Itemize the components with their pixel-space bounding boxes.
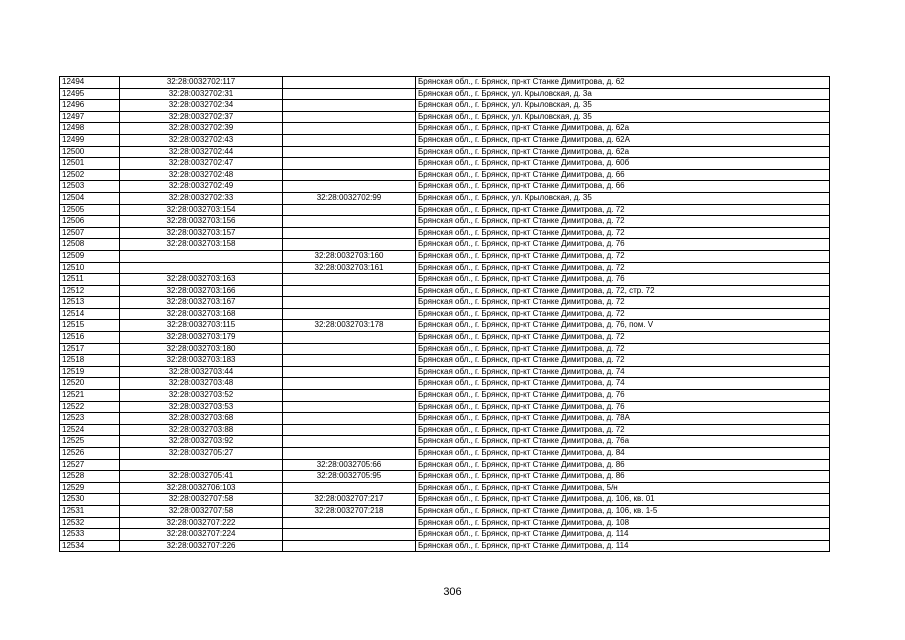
table-row [60, 540, 830, 552]
row-number-cell: 12534 [60, 540, 120, 552]
row-number-cell: 12531 [60, 505, 120, 517]
table-row [60, 390, 830, 402]
linked-cadastral-number-cell [283, 239, 416, 251]
cadastral-number-cell: 32:28:0032703:179 [120, 332, 283, 344]
address-cell: Брянская обл., г. Брянск, пр-кт Станке Димитрова, 5/н [416, 482, 830, 494]
cadastral-number-cell: 32:28:0032702:37 [120, 111, 283, 123]
table-row [60, 123, 830, 135]
table-row [60, 274, 830, 286]
row-number-cell: 12518 [60, 355, 120, 367]
row-number-cell: 12506 [60, 216, 120, 228]
row-number-cell: 12494 [60, 77, 120, 89]
address-cell: Брянская обл., г. Брянск, пр-кт Станке Димитрова, д. 84 [416, 448, 830, 460]
row-number-cell: 12515 [60, 320, 120, 332]
linked-cadastral-number-cell [283, 482, 416, 494]
address-cell: Брянская обл., г. Брянск, пр-кт Станке Димитрова, д. 72 [416, 204, 830, 216]
address-cell: Брянская обл., г. Брянск, пр-кт Станке Димитрова, д. 114 [416, 540, 830, 552]
row-number-cell: 12502 [60, 169, 120, 181]
table-row [60, 77, 830, 89]
table-row [60, 100, 830, 112]
cadastral-number-cell: 32:28:0032703:167 [120, 297, 283, 309]
table-row [60, 134, 830, 146]
address-cell: Брянская обл., г. Брянск, пр-кт Станке Димитрова, д. 72 [416, 262, 830, 274]
address-cell: Брянская обл., г. Брянск, пр-кт Станке Димитрова, д. 108 [416, 517, 830, 529]
address-cell: Брянская обл., г. Брянск, пр-кт Станке Димитрова, д. 60б [416, 158, 830, 170]
cadastral-number-cell: 32:28:0032703:48 [120, 378, 283, 390]
linked-cadastral-number-cell [283, 111, 416, 123]
linked-cadastral-number-cell: 32:28:0032702:99 [283, 192, 416, 204]
row-number-cell: 12530 [60, 494, 120, 506]
linked-cadastral-number-cell [283, 448, 416, 460]
table-row [60, 111, 830, 123]
table-row [60, 517, 830, 529]
cadastral-number-cell: 32:28:0032703:158 [120, 239, 283, 251]
cadastral-number-cell: 32:28:0032703:183 [120, 355, 283, 367]
row-number-cell: 12501 [60, 158, 120, 170]
row-number-cell: 12527 [60, 459, 120, 471]
linked-cadastral-number-cell [283, 77, 416, 89]
linked-cadastral-number-cell [283, 88, 416, 100]
linked-cadastral-number-cell [283, 378, 416, 390]
row-number-cell: 12511 [60, 274, 120, 286]
linked-cadastral-number-cell: 32:28:0032705:95 [283, 471, 416, 483]
cadastral-number-cell: 32:28:0032707:222 [120, 517, 283, 529]
table-row [60, 436, 830, 448]
linked-cadastral-number-cell [283, 355, 416, 367]
linked-cadastral-number-cell: 32:28:0032707:218 [283, 505, 416, 517]
cadastral-number-cell: 32:28:0032703:92 [120, 436, 283, 448]
table-row [60, 262, 830, 274]
linked-cadastral-number-cell [283, 390, 416, 402]
address-cell: Брянская обл., г. Брянск, ул. Крыловская, д. 35 [416, 111, 830, 123]
table-row [60, 459, 830, 471]
address-cell: Брянская обл., г. Брянск, пр-кт Станке Димитрова, д. 72 [416, 424, 830, 436]
address-cell: Брянская обл., г. Брянск, пр-кт Станке Димитрова, д. 106, кв. 1-5 [416, 505, 830, 517]
page-number: 306 [443, 586, 462, 598]
row-number-cell: 12510 [60, 262, 120, 274]
linked-cadastral-number-cell [283, 343, 416, 355]
address-cell: Брянская обл., г. Брянск, пр-кт Станке Димитрова, д. 62А [416, 134, 830, 146]
table-row [60, 204, 830, 216]
row-number-cell: 12522 [60, 401, 120, 413]
cadastral-number-cell: 32:28:0032703:168 [120, 308, 283, 320]
address-cell: Брянская обл., г. Брянск, пр-кт Станке Димитрова, д. 72 [416, 216, 830, 228]
table-row [60, 250, 830, 262]
table-row [60, 355, 830, 367]
cadastral-number-cell: 32:28:0032703:163 [120, 274, 283, 286]
table-row [60, 343, 830, 355]
linked-cadastral-number-cell [283, 100, 416, 112]
table-row [60, 424, 830, 436]
table-row [60, 471, 830, 483]
linked-cadastral-number-cell [283, 146, 416, 158]
cadastral-number-cell: 32:28:0032703:44 [120, 366, 283, 378]
table-row [60, 158, 830, 170]
table-row [60, 505, 830, 517]
address-cell: Брянская обл., г. Брянск, пр-кт Станке Димитрова, д. 74 [416, 366, 830, 378]
cadastral-number-cell: 32:28:0032702:34 [120, 100, 283, 112]
row-number-cell: 12512 [60, 285, 120, 297]
row-number-cell: 12495 [60, 88, 120, 100]
cadastral-number-cell: 32:28:0032702:47 [120, 158, 283, 170]
registry-table-body [60, 77, 830, 552]
row-number-cell: 12533 [60, 529, 120, 541]
row-number-cell: 12525 [60, 436, 120, 448]
row-number-cell: 12514 [60, 308, 120, 320]
cadastral-number-cell: 32:28:0032703:88 [120, 424, 283, 436]
table-row [60, 482, 830, 494]
linked-cadastral-number-cell [283, 436, 416, 448]
cadastral-number-cell: 32:28:0032703:157 [120, 227, 283, 239]
address-cell: Брянская обл., г. Брянск, пр-кт Станке Димитрова, д. 66 [416, 169, 830, 181]
cadastral-number-cell: 32:28:0032703:156 [120, 216, 283, 228]
address-cell: Брянская обл., г. Брянск, пр-кт Станке Димитрова, д. 72 [416, 343, 830, 355]
row-number-cell: 12529 [60, 482, 120, 494]
table-row [60, 239, 830, 251]
row-number-cell: 12505 [60, 204, 120, 216]
table-row [60, 494, 830, 506]
cadastral-number-cell: 32:28:0032707:58 [120, 494, 283, 506]
linked-cadastral-number-cell [283, 529, 416, 541]
linked-cadastral-number-cell [283, 274, 416, 286]
address-cell: Брянская обл., г. Брянск, пр-кт Станке Димитрова, д. 72 [416, 308, 830, 320]
linked-cadastral-number-cell [283, 308, 416, 320]
row-number-cell: 12496 [60, 100, 120, 112]
table-row [60, 88, 830, 100]
row-number-cell: 12513 [60, 297, 120, 309]
row-number-cell: 12509 [60, 250, 120, 262]
table-row [60, 413, 830, 425]
address-cell: Брянская обл., г. Брянск, пр-кт Станке Димитрова, д. 86 [416, 471, 830, 483]
cadastral-number-cell: 32:28:0032707:224 [120, 529, 283, 541]
table-row [60, 308, 830, 320]
linked-cadastral-number-cell [283, 297, 416, 309]
cadastral-number-cell: 32:28:0032703:52 [120, 390, 283, 402]
linked-cadastral-number-cell [283, 332, 416, 344]
linked-cadastral-number-cell [283, 401, 416, 413]
address-cell: Брянская обл., г. Брянск, пр-кт Станке Димитрова, д. 76 [416, 401, 830, 413]
row-number-cell: 12516 [60, 332, 120, 344]
linked-cadastral-number-cell: 32:28:0032703:160 [283, 250, 416, 262]
table-row [60, 227, 830, 239]
table-row [60, 332, 830, 344]
cadastral-number-cell: 32:28:0032702:43 [120, 134, 283, 146]
address-cell: Брянская обл., г. Брянск, пр-кт Станке Димитрова, д. 62а [416, 123, 830, 135]
row-number-cell: 12500 [60, 146, 120, 158]
row-number-cell: 12524 [60, 424, 120, 436]
table-row [60, 181, 830, 193]
address-cell: Брянская обл., г. Брянск, пр-кт Станке Димитрова, д. 106, кв. 01 [416, 494, 830, 506]
linked-cadastral-number-cell [283, 216, 416, 228]
cadastral-number-cell: 32:28:0032703:166 [120, 285, 283, 297]
linked-cadastral-number-cell [283, 158, 416, 170]
table-row [60, 448, 830, 460]
cadastral-number-cell: 32:28:0032703:68 [120, 413, 283, 425]
linked-cadastral-number-cell [283, 540, 416, 552]
row-number-cell: 12523 [60, 413, 120, 425]
cadastral-number-cell: 32:28:0032702:44 [120, 146, 283, 158]
row-number-cell: 12508 [60, 239, 120, 251]
row-number-cell: 12520 [60, 378, 120, 390]
cadastral-number-cell: 32:28:0032702:39 [120, 123, 283, 135]
address-cell: Брянская обл., г. Брянск, пр-кт Станке Димитрова, д. 86 [416, 459, 830, 471]
table-row [60, 378, 830, 390]
linked-cadastral-number-cell: 32:28:0032703:178 [283, 320, 416, 332]
linked-cadastral-number-cell [283, 134, 416, 146]
linked-cadastral-number-cell [283, 424, 416, 436]
row-number-cell: 12504 [60, 192, 120, 204]
row-number-cell: 12517 [60, 343, 120, 355]
row-number-cell: 12532 [60, 517, 120, 529]
linked-cadastral-number-cell [283, 227, 416, 239]
table-row [60, 169, 830, 181]
cadastral-number-cell: 32:28:0032702:117 [120, 77, 283, 89]
address-cell: Брянская обл., г. Брянск, пр-кт Станке Димитрова, д. 76, пом. V [416, 320, 830, 332]
address-cell: Брянская обл., г. Брянск, пр-кт Станке Димитрова, д. 66 [416, 181, 830, 193]
row-number-cell: 12499 [60, 134, 120, 146]
address-cell: Брянская обл., г. Брянск, пр-кт Станке Димитрова, д. 72 [416, 227, 830, 239]
address-cell: Брянская обл., г. Брянск, пр-кт Станке Димитрова, д. 72, стр. 72 [416, 285, 830, 297]
table-row [60, 320, 830, 332]
table-row [60, 216, 830, 228]
cadastral-number-cell: 32:28:0032706:103 [120, 482, 283, 494]
cadastral-number-cell: 32:28:0032703:154 [120, 204, 283, 216]
table-row [60, 366, 830, 378]
registry-table [59, 76, 830, 552]
cadastral-number-cell: 32:28:0032702:31 [120, 88, 283, 100]
linked-cadastral-number-cell [283, 285, 416, 297]
address-cell: Брянская обл., г. Брянск, пр-кт Станке Димитрова, д. 62а [416, 146, 830, 158]
address-cell: Брянская обл., г. Брянск, ул. Крыловская, д. 35 [416, 192, 830, 204]
address-cell: Брянская обл., г. Брянск, пр-кт Станке Димитрова, д. 76 [416, 274, 830, 286]
address-cell: Брянская обл., г. Брянск, пр-кт Станке Димитрова, д. 72 [416, 297, 830, 309]
linked-cadastral-number-cell [283, 181, 416, 193]
table-row [60, 297, 830, 309]
cadastral-number-cell [120, 262, 283, 274]
address-cell: Брянская обл., г. Брянск, пр-кт Станке Димитрова, д. 76 [416, 239, 830, 251]
cadastral-number-cell: 32:28:0032707:226 [120, 540, 283, 552]
cadastral-number-cell: 32:28:0032702:48 [120, 169, 283, 181]
table-row [60, 146, 830, 158]
row-number-cell: 12497 [60, 111, 120, 123]
linked-cadastral-number-cell: 32:28:0032703:161 [283, 262, 416, 274]
row-number-cell: 12498 [60, 123, 120, 135]
cadastral-number-cell: 32:28:0032703:180 [120, 343, 283, 355]
address-cell: Брянская обл., г. Брянск, пр-кт Станке Димитрова, д. 72 [416, 355, 830, 367]
linked-cadastral-number-cell: 32:28:0032705:66 [283, 459, 416, 471]
row-number-cell: 12528 [60, 471, 120, 483]
table-row [60, 192, 830, 204]
table-row [60, 285, 830, 297]
address-cell: Брянская обл., г. Брянск, пр-кт Станке Димитрова, д. 74 [416, 378, 830, 390]
linked-cadastral-number-cell: 32:28:0032707:217 [283, 494, 416, 506]
linked-cadastral-number-cell [283, 169, 416, 181]
cadastral-number-cell: 32:28:0032702:49 [120, 181, 283, 193]
address-cell: Брянская обл., г. Брянск, пр-кт Станке Димитрова, д. 76 [416, 390, 830, 402]
address-cell: Брянская обл., г. Брянск, пр-кт Станке Димитрова, д. 62 [416, 77, 830, 89]
row-number-cell: 12507 [60, 227, 120, 239]
linked-cadastral-number-cell [283, 413, 416, 425]
linked-cadastral-number-cell [283, 517, 416, 529]
row-number-cell: 12519 [60, 366, 120, 378]
address-cell: Брянская обл., г. Брянск, ул. Крыловская, д. 3а [416, 88, 830, 100]
cadastral-number-cell: 32:28:0032703:53 [120, 401, 283, 413]
linked-cadastral-number-cell [283, 204, 416, 216]
table-row [60, 401, 830, 413]
cadastral-number-cell: 32:28:0032705:41 [120, 471, 283, 483]
address-cell: Брянская обл., г. Брянск, пр-кт Станке Димитрова, д. 78А [416, 413, 830, 425]
row-number-cell: 12526 [60, 448, 120, 460]
table-row [60, 529, 830, 541]
row-number-cell: 12503 [60, 181, 120, 193]
cadastral-number-cell: 32:28:0032702:33 [120, 192, 283, 204]
cadastral-number-cell [120, 250, 283, 262]
address-cell: Брянская обл., г. Брянск, пр-кт Станке Димитрова, д. 72 [416, 250, 830, 262]
address-cell: Брянская обл., г. Брянск, пр-кт Станке Димитрова, д. 76а [416, 436, 830, 448]
cadastral-number-cell: 32:28:0032707:58 [120, 505, 283, 517]
address-cell: Брянская обл., г. Брянск, пр-кт Станке Димитрова, д. 114 [416, 529, 830, 541]
cadastral-number-cell: 32:28:0032705:27 [120, 448, 283, 460]
cadastral-number-cell [120, 459, 283, 471]
cadastral-number-cell: 32:28:0032703:115 [120, 320, 283, 332]
address-cell: Брянская обл., г. Брянск, пр-кт Станке Димитрова, д. 72 [416, 332, 830, 344]
linked-cadastral-number-cell [283, 366, 416, 378]
linked-cadastral-number-cell [283, 123, 416, 135]
row-number-cell: 12521 [60, 390, 120, 402]
address-cell: Брянская обл., г. Брянск, ул. Крыловская, д. 35 [416, 100, 830, 112]
